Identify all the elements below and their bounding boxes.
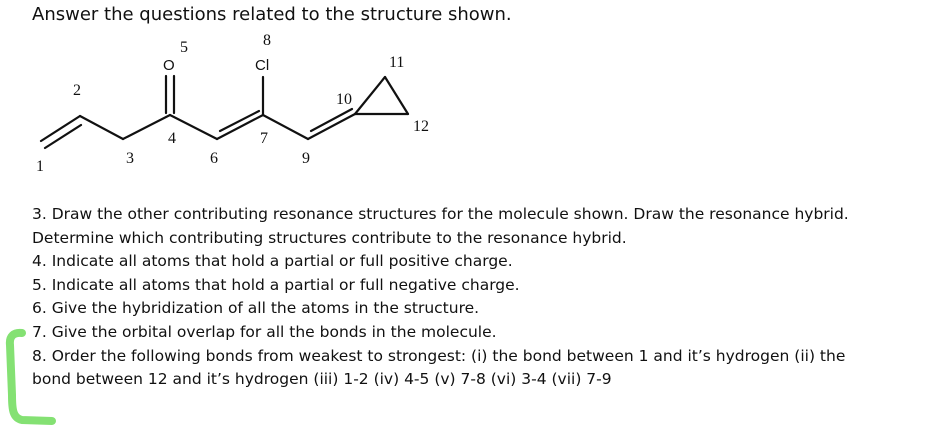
bond-6-7 [217, 115, 263, 139]
question-4: 4. Indicate all atoms that hold a partial or full positive charge. [32, 252, 513, 271]
atom-number-9: 9 [302, 150, 310, 167]
question-5: 5. Indicate all atoms that hold a partial or full negative charge. [32, 275, 520, 294]
chlorine-label: Cl [255, 57, 270, 74]
green-highlight-bracket [0, 0, 60, 431]
question-7: 7. Give the orbital overlap for all the bonds in the molecule. [32, 322, 497, 341]
atom-number-11: 11 [389, 54, 405, 71]
atom-number-4: 4 [168, 130, 176, 147]
atom-number-6: 6 [210, 150, 218, 167]
atom-number-2: 2 [73, 82, 81, 99]
oxygen-label: O [163, 57, 175, 74]
question-3-line-1: 3. Draw the other contributing resonance structures for the molecule shown. Draw the resonance hybrid. [32, 205, 849, 223]
question-list [32, 203, 932, 392]
atom-number-8: 8 [263, 32, 271, 49]
bond-4-6 [170, 115, 217, 139]
bond-3-4 [123, 115, 170, 139]
question-6: 6. Give the hybridization of all the atoms in the structure. [32, 299, 480, 318]
question-8-line-2: bond between 12 and it’s hydrogen (iii) 1-2 (iv) 4-5 (v) 7-8 (vi) 3-4 (vii) 7-9 [32, 370, 612, 389]
bond-7-9 [263, 115, 308, 139]
atom-number-7: 7 [260, 130, 268, 147]
question-8-line-1: 8. Order the following bonds from weakest to strongest: (i) the bond between 1 and it’s hydrogen (ii) the [32, 346, 846, 365]
molecule-structure [0, 0, 936, 200]
bond-11-12 [385, 77, 408, 114]
bond-2-3 [80, 116, 123, 139]
atom-number-1: 1 [36, 158, 44, 175]
atom-number-3: 3 [126, 150, 134, 167]
atom-number-10: 10 [336, 91, 352, 108]
bond-9-10 [308, 114, 355, 139]
question-3-line-2: Determine which contributing structures contribute to the resonance hybrid. [32, 228, 627, 247]
atom-number-12: 12 [413, 118, 429, 135]
atom-number-5: 5 [180, 39, 188, 56]
page-title: Answer the questions related to the structure shown. [32, 4, 512, 25]
bond-10-11 [355, 77, 385, 114]
